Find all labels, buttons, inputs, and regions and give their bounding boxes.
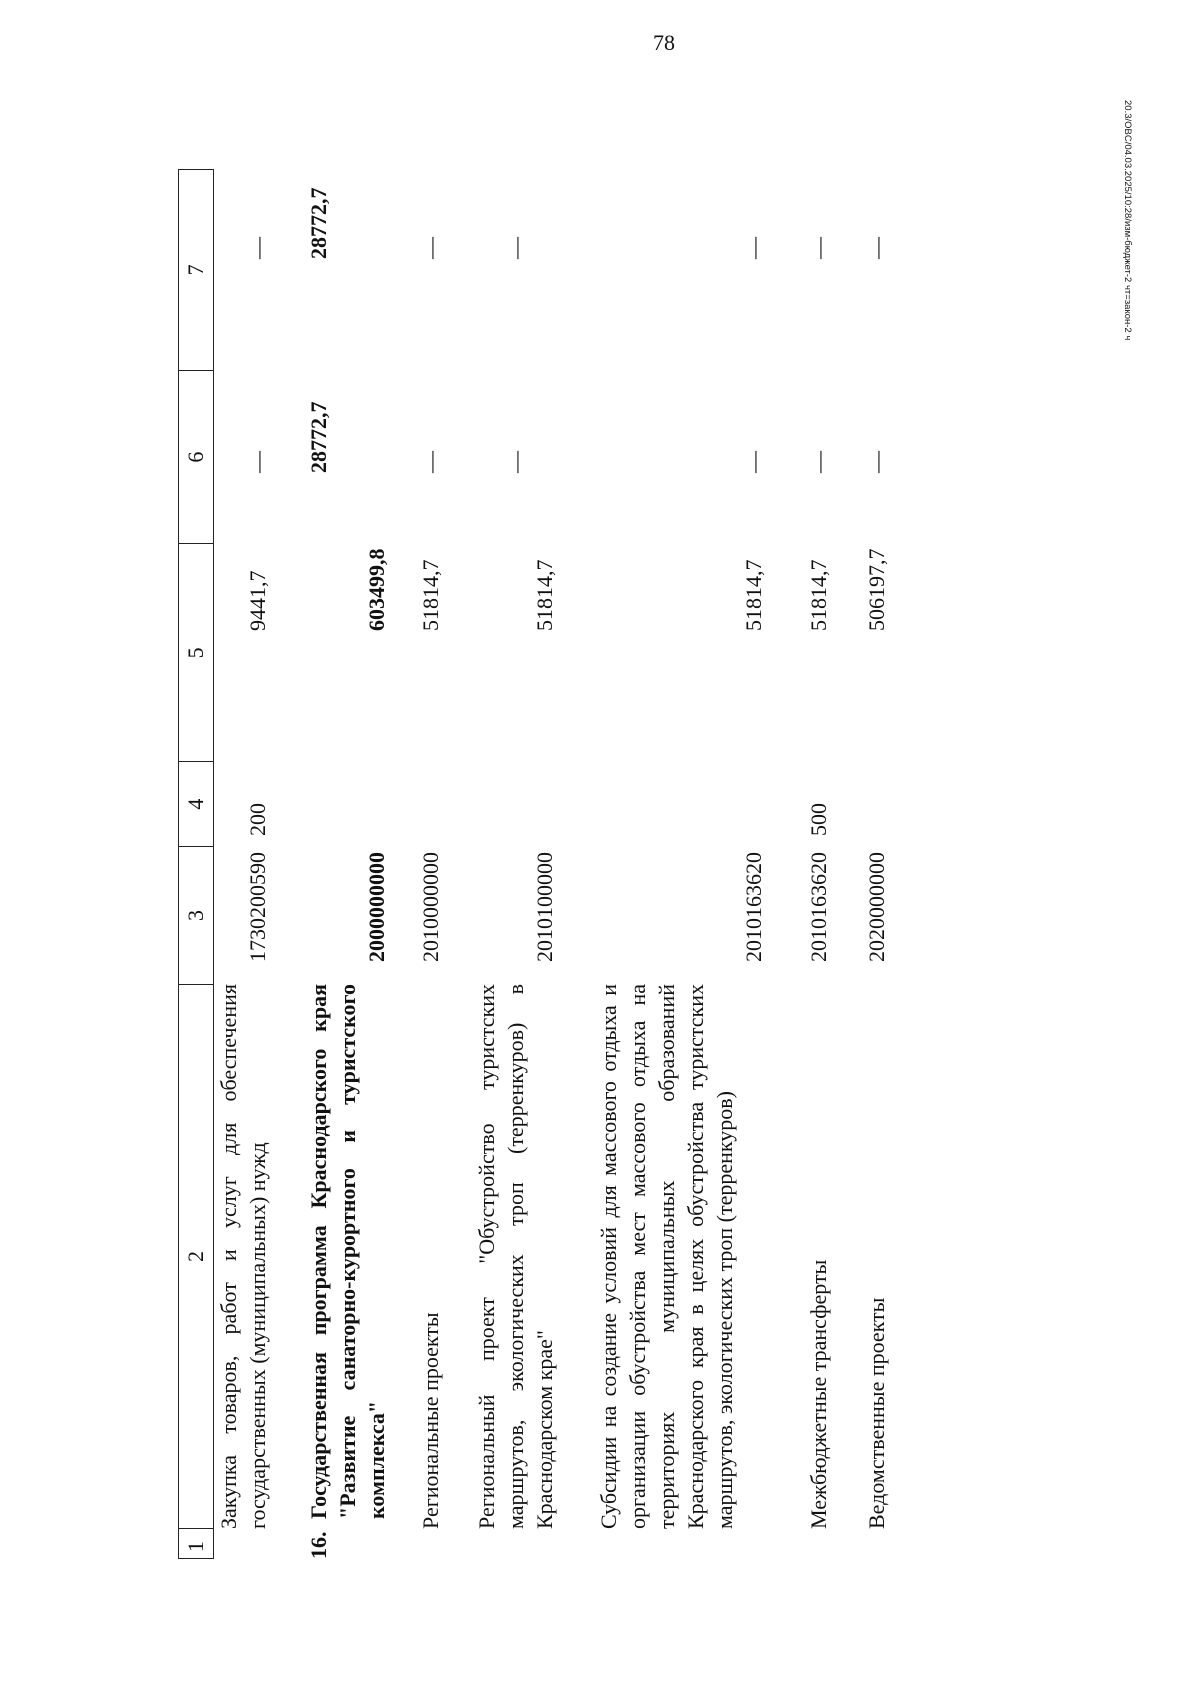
header-col-4: 4 — [179, 761, 213, 846]
row-value-7: — — [245, 237, 270, 259]
row-value-5: 9441,7 — [245, 570, 270, 631]
row-value-7: — — [864, 237, 889, 259]
row-name: Государственная программа Краснодарского края "Развитие санаторно-курортного и туристского комплекса" — [306, 984, 389, 1519]
row-code: 2010100000 — [532, 852, 557, 962]
row-value-6: — — [741, 451, 766, 473]
row-name: Региональные проекты — [418, 1312, 443, 1529]
row-value-5: 51814,7 — [532, 559, 557, 631]
row-type — [304, 761, 362, 846]
row-value-5: 51814,7 — [806, 559, 831, 631]
row-value-6: — — [245, 451, 270, 473]
table-row — [594, 169, 804, 1559]
table-body — [214, 169, 912, 1559]
row-value-7: — — [503, 237, 528, 259]
row-value-5: 506197,7 — [864, 548, 889, 631]
row-value-5: 51814,7 — [418, 559, 443, 631]
row-code: 2010163620 — [806, 852, 831, 962]
row-value-6: 28772,7 — [306, 401, 331, 473]
row-code: 1730200590 — [245, 852, 270, 962]
row-value-6: — — [418, 451, 443, 473]
page-number: 78 — [653, 30, 675, 55]
table-header — [178, 169, 214, 1559]
row-code: 2010163620 — [741, 852, 766, 962]
row-name: Закупка товаров, работ и услуг для обеспечения государственных (муниципальных) нужд — [216, 984, 270, 1529]
row-name: Региональный проект "Обустройство туристских маршрутов, экологических троп (терренкуров) в Краснодарском крае" — [474, 984, 557, 1529]
row-value-7: — — [418, 237, 443, 259]
document-footer: 20.3/OBC/04.03.2025/10:28/изм-бюджет-2 чт=закон-2 ч — [1122, 100, 1133, 341]
header-col-2: 2 — [179, 984, 213, 1528]
header-col-5: 5 — [179, 543, 213, 761]
row-value-7: — — [806, 237, 831, 259]
row-name: Ведомственные проекты — [864, 1297, 889, 1529]
row-value-5: 603499,8 — [364, 548, 389, 631]
row-type: 500 — [806, 803, 831, 836]
table-row — [804, 169, 862, 1559]
row-name: Межбюджетные трансферты — [806, 1259, 831, 1529]
table-row — [472, 169, 594, 1559]
row-name: Субсидии на создание условий для массового отдыха и организации обустройства мест массового отдыха на территориях муниципальных образований Краснодарского края в целях обустройства туристских маршрутов, экологических троп (терренкуров) — [596, 984, 737, 1529]
header-col-1: 1 — [179, 1528, 213, 1558]
row-value-6: — — [864, 451, 889, 473]
row-type: 200 — [245, 803, 270, 836]
row-value-6: — — [503, 451, 528, 473]
table-row — [416, 169, 472, 1559]
row-value-6: — — [806, 451, 831, 473]
budget-table — [178, 169, 968, 1559]
table-row — [294, 169, 416, 1559]
row-number: 16. — [306, 1531, 331, 1559]
row-value-7: 28772,7 — [306, 187, 331, 259]
row-code: 2010000000 — [418, 852, 443, 962]
header-col-7: 7 — [183, 264, 208, 276]
header-col-6: 6 — [179, 370, 213, 544]
header-col-3: 3 — [179, 846, 213, 984]
row-value-7: — — [741, 237, 766, 259]
table-row — [214, 169, 294, 1559]
row-value-5: 51814,7 — [741, 559, 766, 631]
row-code: 2020000000 — [864, 852, 889, 962]
row-code: 2000000000 — [364, 852, 389, 962]
table-row — [862, 169, 912, 1559]
